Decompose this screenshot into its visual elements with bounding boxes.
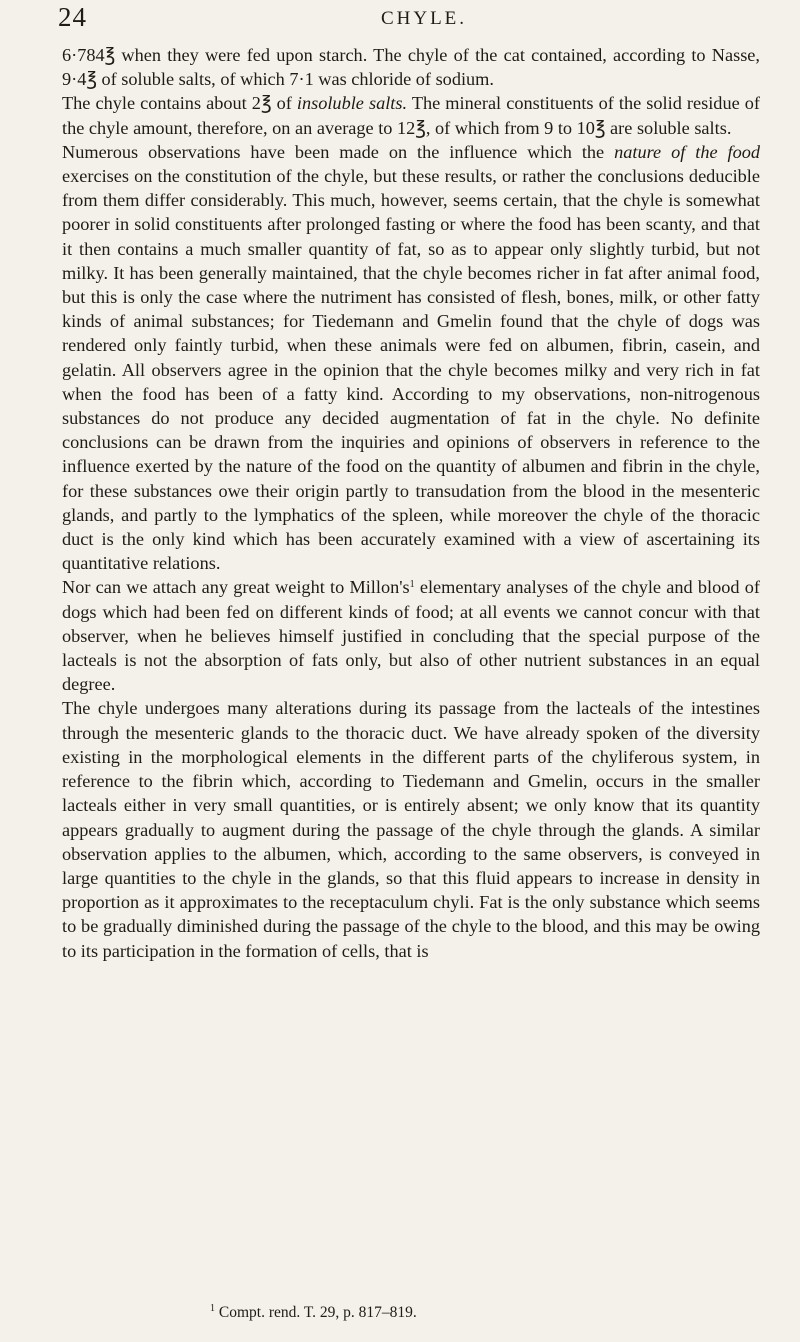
footnote-reference: 1 xyxy=(409,579,415,591)
paragraph-3 xyxy=(62,140,760,576)
body-text xyxy=(62,43,760,963)
paragraph-2 xyxy=(62,91,760,139)
paragraph-3-text-cont: exercises on the constitution of the chyle, but these results, or rather the conclusions deducible from them differ considerably. This much, however, seems certain, that the chyle is somewhat poorer in solid constituents after prolonged fasting or where the food has been scanty, and that it then contains a much smaller quantity of fat, so as to appear only slightly turbid, but not milky. It has been generally maintained, that the chyle becomes richer in fat after animal food, but this is only the case where the nutriment has consisted of flesh, bones, milk, or other fatty kinds of animal substances; for Tiedemann and Gmelin found that the chyle of dogs was rendered only faintly turbid, when these animals were fed on albumen, fibrin, casein, and gelatin. All observers agree in the opinion that the chyle becomes milky and very rich in fat when the food has been of a fatty kind. According to my observations, non-nitrogenous substances do not produce any decided augmentation of fat in the chyle. No definite conclusions can be drawn from the inquiries and opinions of observers in reference to the influence exerted by the nature of the food on the quantity of albumen and fibrin in the chyle, for these substances owe their origin partly to transudation from the blood in the mesenteric glands, and partly to the lymphatics of the spleen, while moreover the chyle of the thoracic duct is the only kind which has been accurately examined with a view of ascertaining its quantitative relations. xyxy=(62,166,760,574)
footnote xyxy=(210,1304,417,1322)
paragraph-4-text: Nor can we attach any great weight to Millon's xyxy=(62,577,410,598)
paragraph-3-text: Numerous observations have been made on the influence which the xyxy=(62,141,615,162)
paragraph-1-text: 6·784℥ when they were fed upon starch. The chyle of the cat contained, according to Nasse, 9·4℥ of soluble salts, of which 7·1 was chloride of sodium. xyxy=(62,45,760,90)
footnote-text: Compt. rend. T. 29, p. 817–819. xyxy=(215,1304,417,1321)
paragraph-2-text: The chyle contains about 2℥ of xyxy=(62,93,297,114)
paragraph-5-text: The chyle undergoes many alterations during its passage from the lacteals of the intestines through the mesenteric glands to the thoracic duct. We have already spoken of the diversity existing in the morphological elements in the different parts of the chyliferous system, in reference to the fibrin which, according to Tiedemann and Gmelin, occurs in the smaller lacteals either in very small quantities, or is entirely absent; we only know that its quantity appears gradually to augment during the passage of the chyle through the glands. A similar observation applies to the albumen, which, according to the same observers, is conveyed in large quantities to the chyle in the glands, so that this fluid appears to increase in density in proportion as it approximates to the receptaculum chyli. Fat is the only substance which seems to be gradually diminished during the passage of the chyle to the blood, and this may be owing to its participation in the formation of cells, that is xyxy=(62,698,760,961)
paragraph-1 xyxy=(62,43,760,91)
italic-nature-of-food: nature of the food xyxy=(614,141,761,162)
paragraph-5 xyxy=(62,696,760,962)
page-number: 24 xyxy=(58,2,87,32)
italic-insoluble-salts: insoluble salts. xyxy=(296,93,408,114)
paragraph-4 xyxy=(62,575,760,696)
paragraph-2-text-cont: The mineral constituents of the solid residue of the chyle amount, therefore, on an average to 12℥, of which from 9 to 10℥ are soluble salts. xyxy=(62,93,760,138)
footnote-marker: 1 xyxy=(210,1303,215,1314)
page-header xyxy=(58,2,760,40)
paragraph-4-text-cont: elementary analyses of the chyle and blood of dogs which had been fed on different kinds of food; at all events we cannot concur with that observer, when he believes himself justified in concluding that the special purpose of the lacteals is not the absorption of fats only, but also of other nutrient substances in an equal degree. xyxy=(62,577,760,695)
running-head: CHYLE. xyxy=(380,8,468,29)
